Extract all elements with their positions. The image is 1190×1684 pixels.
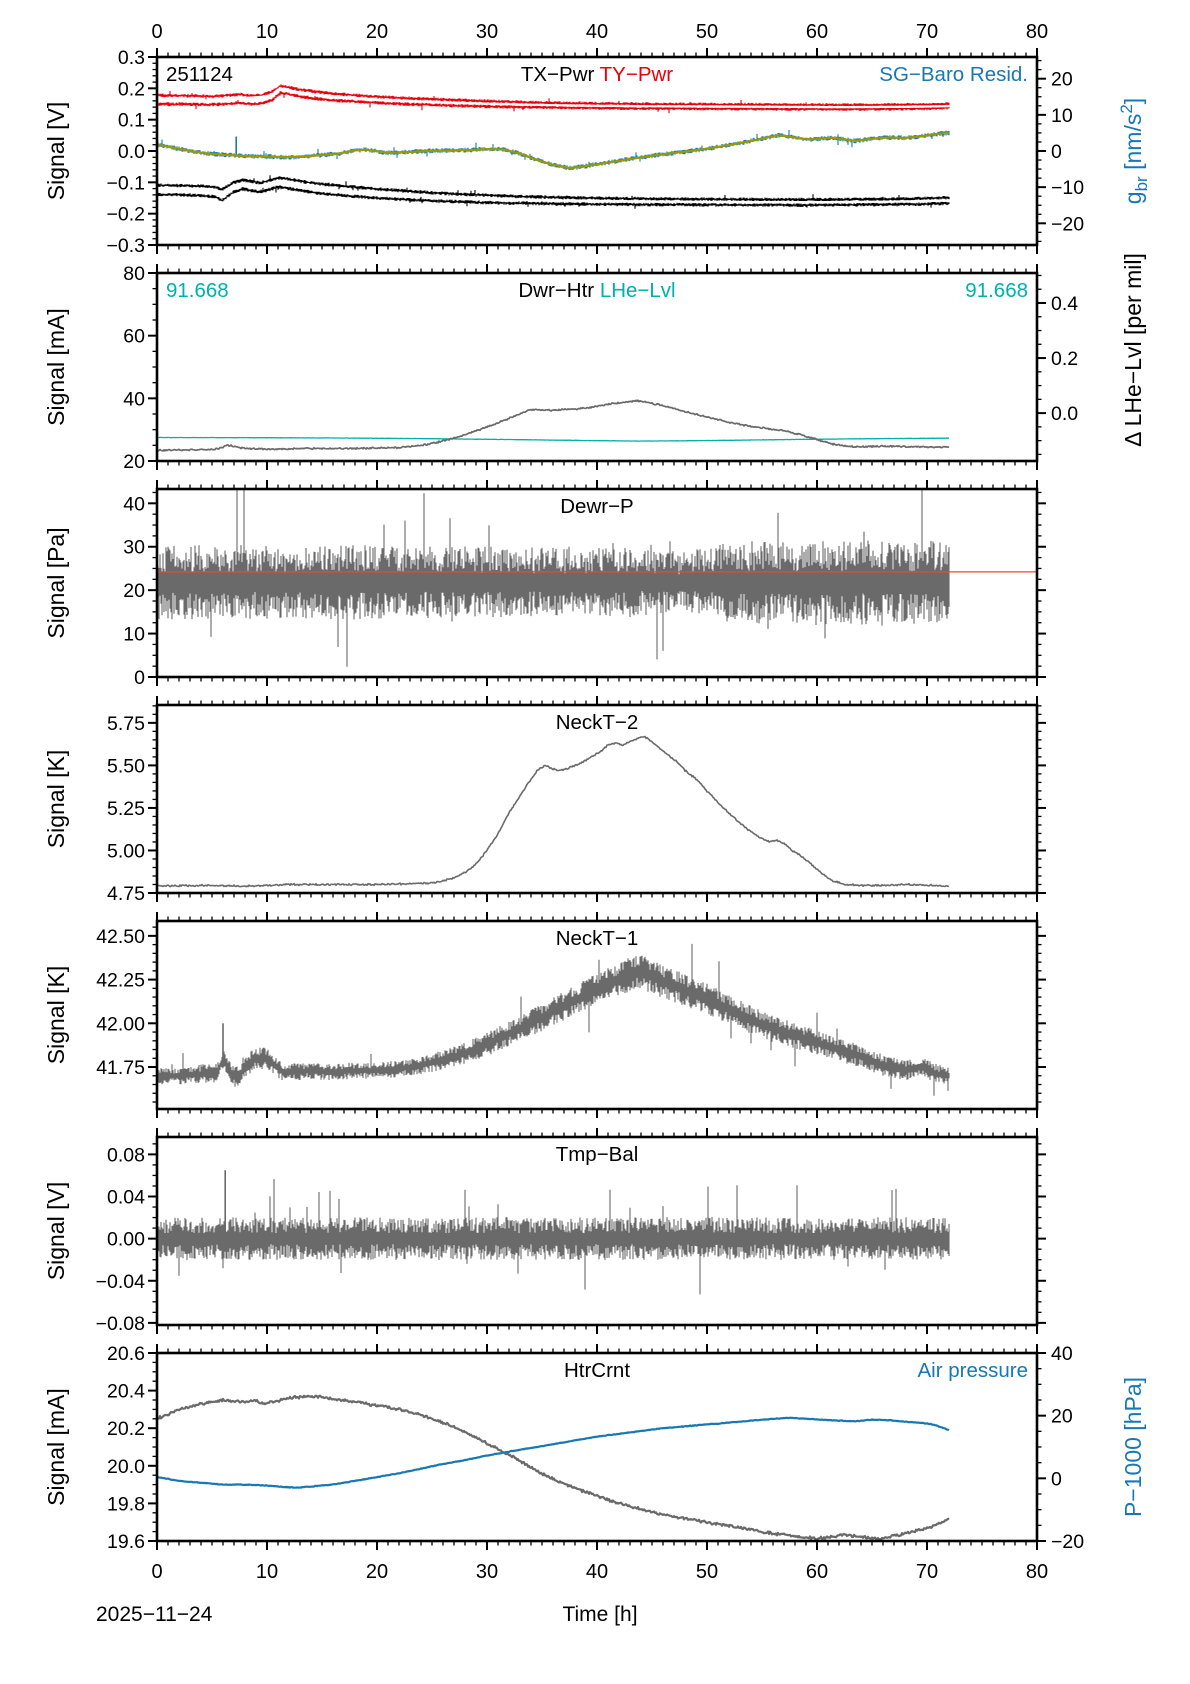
panel-label-right: Air pressure bbox=[917, 1359, 1028, 1382]
series-htr-crnt bbox=[157, 1396, 949, 1540]
x-tick-label-bottom: 10 bbox=[255, 1561, 279, 1583]
left-axis-title: Signal [mA] bbox=[43, 1388, 69, 1506]
left-axis-title: Signal [Pa] bbox=[43, 527, 69, 639]
series-layer bbox=[157, 1170, 949, 1294]
y-tick-label: −20 bbox=[1051, 1531, 1085, 1553]
series-dwr-htr bbox=[157, 400, 949, 451]
panel-title: NeckT−2 bbox=[555, 711, 639, 734]
panel-label-right: SG−Baro Resid. bbox=[879, 63, 1028, 86]
date-caption: 2025−11−24 bbox=[96, 1603, 213, 1626]
series-neckt-2 bbox=[157, 737, 949, 887]
series-layer bbox=[157, 944, 949, 1096]
series-sg-baro-smooth bbox=[157, 133, 949, 168]
y-tick-label: 30 bbox=[123, 536, 145, 559]
y-tick-label: 0.1 bbox=[117, 109, 145, 132]
y-tick-label: 0 bbox=[1051, 141, 1062, 163]
panel-label-left: 91.668 bbox=[166, 279, 229, 302]
y-tick-label: −0.2 bbox=[106, 203, 145, 226]
panel-title: HtrCrnt bbox=[563, 1359, 631, 1382]
panel-label-right: 91.668 bbox=[965, 279, 1028, 302]
panel-dwr-htr bbox=[43, 253, 1146, 473]
y-tick-label: −20 bbox=[1051, 213, 1085, 236]
y-tick-label: 0.4 bbox=[1051, 293, 1079, 316]
right-axis-title: $g_{br}$ $[nm/s^2]$ bbox=[1117, 97, 1151, 205]
panel-htrcrnt-airp bbox=[43, 1343, 1146, 1583]
panel-title: NeckT−1 bbox=[555, 927, 639, 950]
series-layer bbox=[157, 737, 949, 887]
y-tick-label: 0.0 bbox=[1051, 403, 1079, 426]
y-tick-label: 20.6 bbox=[107, 1343, 145, 1365]
y-tick-label: 20.2 bbox=[107, 1418, 145, 1441]
y-tick-label: 0.04 bbox=[107, 1186, 145, 1209]
y-tick-label: 20.0 bbox=[107, 1455, 145, 1478]
right-axis-title: P−1000 [hPa] bbox=[1120, 1376, 1146, 1518]
y-tick-label: 4.75 bbox=[107, 883, 145, 905]
x-tick-label-top: 30 bbox=[475, 21, 499, 43]
series-tmp-bal-noise bbox=[157, 1179, 949, 1294]
x-tick-label-bottom: 70 bbox=[915, 1561, 939, 1583]
y-tick-label: 0.2 bbox=[1051, 348, 1079, 371]
y-tick-label: 10 bbox=[123, 623, 145, 646]
x-tick-label-bottom: 0 bbox=[151, 1561, 163, 1583]
left-axis-title: Signal [mA] bbox=[43, 308, 69, 426]
y-tick-label: 42.25 bbox=[96, 969, 145, 992]
y-tick-label: 40 bbox=[123, 493, 145, 516]
y-tick-label: −0.08 bbox=[95, 1312, 145, 1335]
y-tick-label: 42.50 bbox=[96, 925, 145, 948]
y-tick-label: 19.8 bbox=[107, 1493, 145, 1516]
panel-label-left: 251124 bbox=[166, 63, 233, 86]
y-tick-label: 60 bbox=[123, 325, 145, 348]
y-tick-label: 41.75 bbox=[96, 1057, 145, 1080]
x-tick-label-bottom: 40 bbox=[585, 1561, 609, 1583]
x-tick-label-top: 80 bbox=[1025, 21, 1049, 43]
y-tick-label: 5.00 bbox=[107, 840, 145, 863]
y-tick-label: 80 bbox=[123, 263, 145, 285]
x-tick-label-bottom: 30 bbox=[475, 1561, 499, 1583]
x-tick-label-top: 20 bbox=[365, 21, 389, 43]
y-tick-label: 20 bbox=[1051, 1405, 1073, 1428]
y-tick-label: 10 bbox=[1051, 104, 1073, 127]
y-tick-label: −0.3 bbox=[106, 235, 145, 257]
y-tick-label: 40 bbox=[1051, 1343, 1073, 1365]
y-tick-label: 0.00 bbox=[107, 1228, 145, 1251]
y-tick-label: 0.08 bbox=[107, 1144, 145, 1167]
y-tick-label: 0 bbox=[1051, 1468, 1062, 1491]
x-tick-label-top: 10 bbox=[255, 21, 279, 43]
y-tick-label: 20 bbox=[123, 451, 145, 473]
panel-dewr-p bbox=[43, 465, 1046, 689]
y-tick-label: 20 bbox=[123, 580, 145, 603]
panel-neckt-1 bbox=[43, 912, 1046, 1118]
left-axis-title: Signal [K] bbox=[43, 749, 69, 849]
panel-title: Tmp−Bal bbox=[555, 1143, 639, 1166]
y-tick-label: 0.3 bbox=[117, 47, 145, 69]
y-tick-label: 20 bbox=[1051, 68, 1073, 91]
y-tick-label: −10 bbox=[1051, 177, 1085, 200]
series-neckt-1 bbox=[157, 944, 949, 1096]
series-layer bbox=[157, 1396, 949, 1540]
y-tick-label: 40 bbox=[123, 388, 145, 411]
x-tick-label-top: 60 bbox=[805, 21, 829, 43]
y-tick-label: 5.50 bbox=[107, 755, 145, 778]
panel-pwr-baro bbox=[43, 21, 1151, 257]
panel-title: Dewr−P bbox=[560, 495, 634, 518]
left-axis-title: Signal [K] bbox=[43, 965, 69, 1065]
y-tick-label: −0.1 bbox=[106, 172, 145, 195]
y-tick-label: 5.75 bbox=[107, 712, 145, 735]
panel-title: Dwr−Htr LHe−Lvl bbox=[518, 279, 676, 302]
x-tick-label-bottom: 60 bbox=[805, 1561, 829, 1583]
left-axis-title: Signal [V] bbox=[43, 101, 69, 201]
right-axis-title: Δ LHe−Lvl [per mil] bbox=[1120, 253, 1146, 447]
x-tick-label-top: 40 bbox=[585, 21, 609, 43]
y-tick-label: 0 bbox=[134, 667, 145, 689]
panel-neckt-2 bbox=[43, 696, 1046, 905]
x-tick-label-top: 0 bbox=[151, 21, 163, 43]
x-tick-label-top: 70 bbox=[915, 21, 939, 43]
series-lhe-lvl bbox=[157, 437, 949, 441]
x-tick-label-bottom: 20 bbox=[365, 1561, 389, 1583]
y-tick-label: 0.2 bbox=[117, 78, 145, 101]
series-dewr-p-noise bbox=[157, 465, 949, 666]
y-tick-label: 20.4 bbox=[107, 1380, 145, 1403]
y-tick-label: 19.6 bbox=[107, 1531, 145, 1553]
panel-title: TX−Pwr TY−Pwr bbox=[520, 63, 674, 86]
y-tick-label: 5.25 bbox=[107, 797, 145, 820]
y-tick-label: −0.04 bbox=[95, 1270, 145, 1293]
left-axis-title: Signal [V] bbox=[43, 1181, 69, 1281]
x-tick-label-bottom: 50 bbox=[695, 1561, 719, 1583]
series-layer bbox=[157, 84, 949, 208]
panel-tmp-bal bbox=[43, 1128, 1046, 1335]
x-axis-title: Time [h] bbox=[562, 1603, 638, 1626]
y-tick-label: 0.0 bbox=[117, 141, 145, 163]
x-tick-label-bottom: 80 bbox=[1025, 1561, 1049, 1583]
y-tick-label: 42.00 bbox=[96, 1013, 145, 1036]
series-layer bbox=[157, 400, 949, 451]
x-tick-label-top: 50 bbox=[695, 21, 719, 43]
